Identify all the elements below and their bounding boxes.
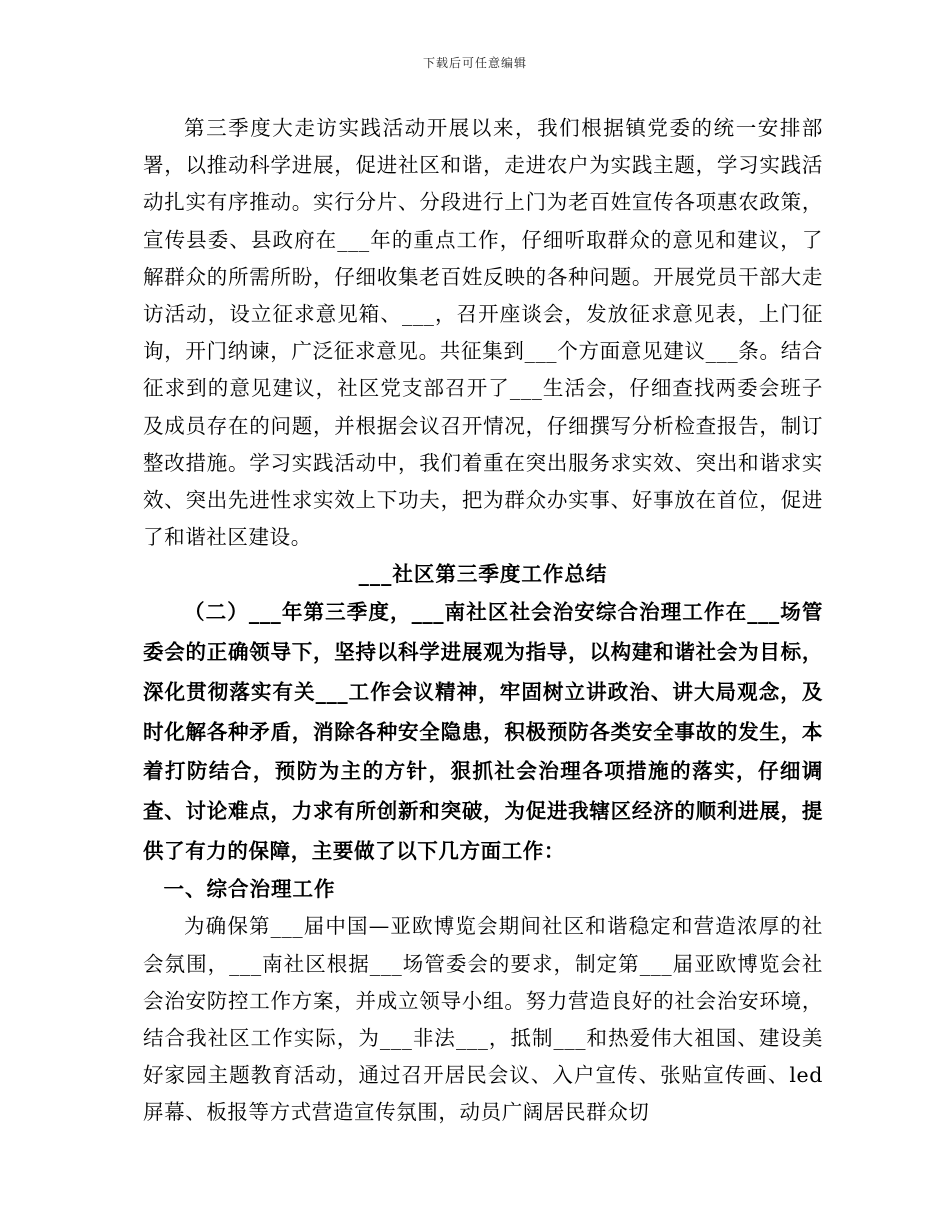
- document-body: [143, 110, 823, 1132]
- section-heading-comprehensive-governance: 一、综合治理工作: [163, 877, 336, 902]
- paragraph-visit-activity: 第三季度大走访实践活动开展以来，我们根据镇党委的统一安排部署，以推动科学进展，促进社区和谐，走进农户为实践主题，学习实践活动扎实有序推动。实行分片、分段进行上门为老百姓宣传各项惠农政策，宣传县委、县政府在___年的重点工作，仔细听取群众的意见和建议，了解群众的所需所盼，仔细收集老百姓反映的各种问题。开展党员干部大走访活动，设立征求意见箱、___，召开座谈会，发放征求意见表，上门征询，开门纳谏，广泛征求意见。共征集到___个方面意见建议___条。结合征求到的意见建议，社区党支部召开了___生活会，仔细查找两委会班子及成员存在的问题，并根据会议召开情况，仔细撰写分析检查报告，制订整改措施。学习实践活动中，我们着重在突出服务求实效、突出和谐求实效、突出先进性求实效上下功夫，把为群众办实事、好事放在首位，促进了和谐社区建设。: [143, 116, 823, 550]
- paragraph-expo-security: 为确保第___届中国—亚欧博览会期间社区和谐稳定和营造浓厚的社会氛围，___南社区根据___场管委会的要求，制定第___届亚欧博览会社会治安防控工作方案，并成立领导小组。努力营造良好的社会治安环境，结合我社区工作实际，为___非法___，抵制___和热爱伟大祖国、建设美好家园主题教育活动，通过召开居民会议、入户宣传、张贴宣传画、led屏幕、板报等方式营造宣传氛围，动员广阔居民群众切: [143, 914, 823, 1125]
- page-header-note: 下载后可任意编辑: [422, 56, 527, 70]
- paragraph-security-summary: （二）___年第三季度，___南社区社会治安综合治理工作在___场管委会的正确领导下，坚持以科学进展观为指导，以构建和谐社会为目标，深化贯彻落实有关___工作会议精神，牢固树立讲政治、讲大局观念，及时化解各种矛盾，消除各种安全隐患，积极预防各类安全事故的发生，本着打防结合，预防为主的方针，狠抓社会治理各项措施的落实，仔细调查、讨论难点，力求有所创新和突破，为促进我辖区经济的顺利进展，提供了有力的保障，主要做了以下几方面工作：: [143, 600, 823, 863]
- document-title: ___社区第三季度工作总结: [358, 562, 608, 587]
